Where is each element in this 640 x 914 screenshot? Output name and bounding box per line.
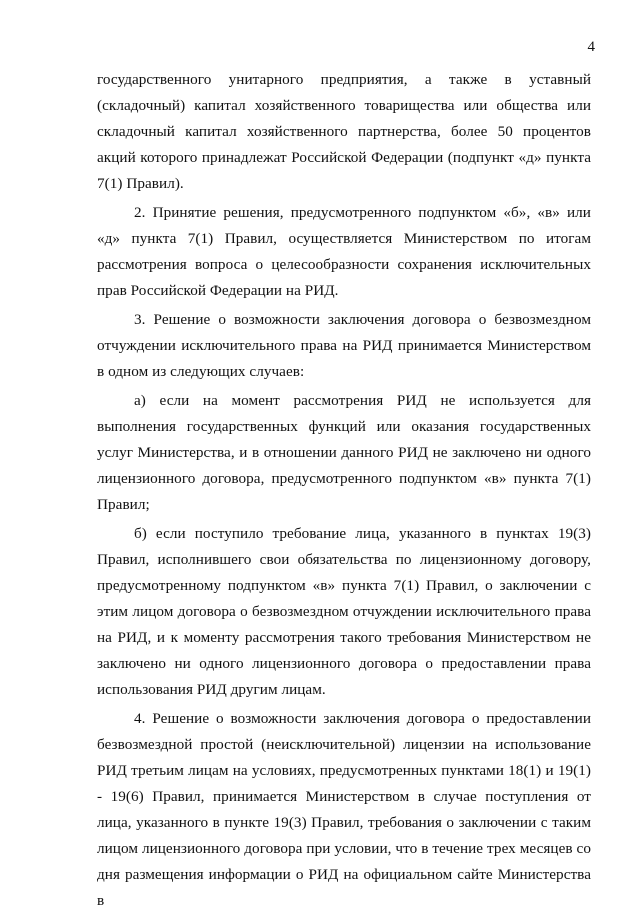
paragraph-3a: а) если на момент рассмотрения РИД не используется для выполнения государственных функций или оказания государственных услуг Министерства, и в отношении данного РИД не заключено ни одного лицензионного договора, предусмотренного подпунктом «в» пункта 7(1) Правил; [97,392,591,513]
paragraph-continuation: государственного унитарного предприятия, а также в уставный (складочный) капитал хозяйственного товарищества или общества или складочный капитал хозяйственного партнерства, более 50 процентов акций которого принадлежат Российской Федерации (подпункт «д» пункта 7(1) Правил). [97,71,591,192]
paragraph-4: 4. Решение о возможности заключения договора о предоставлении безвозмездной простой (неисключительной) лицензии на использование РИД третьим лицам на условиях, предусмотренных пунктами 18(1) и 19(1) - 19(6) Правил, принимается Министерством в случае поступления от лица, указанного в пункте 19(3) Правил, требования о заключении с таким лицом лицензионного договора при условии, что в течение трех месяцев со дня размещения информации о РИД на официальном сайте Министерства в [97,710,591,909]
paragraph-2: 2. Принятие решения, предусмотренного подпунктом «б», «в» или «д» пункта 7(1) Правил, осуществляется Министерством по итогам рассмотрения вопроса о целесообразности сохранения исключительных прав Российской Федерации на РИД. [97,204,591,299]
paragraph-3b: б) если поступило требование лица, указанного в пунктах 19(3) Правил, исполнившего свои обязательства по лицензионному договору, предусмотренному подпунктом «в» пункта 7(1) Правил, о заключении с этим лицом договора о безвозмездном отчуждении исключительного права на РИД, и к моменту рассмотрения такого требования Министерством не заключено ни одного лицензионного договора о предоставлении права использования РИД другим лицам. [97,525,591,698]
page-number: 4 [587,39,595,55]
paragraph-3: 3. Решение о возможности заключения договора о безвозмездном отчуждении исключительного права на РИД принимается Министерством в одном из следующих случаев: [97,311,591,380]
document-body [97,67,591,914]
